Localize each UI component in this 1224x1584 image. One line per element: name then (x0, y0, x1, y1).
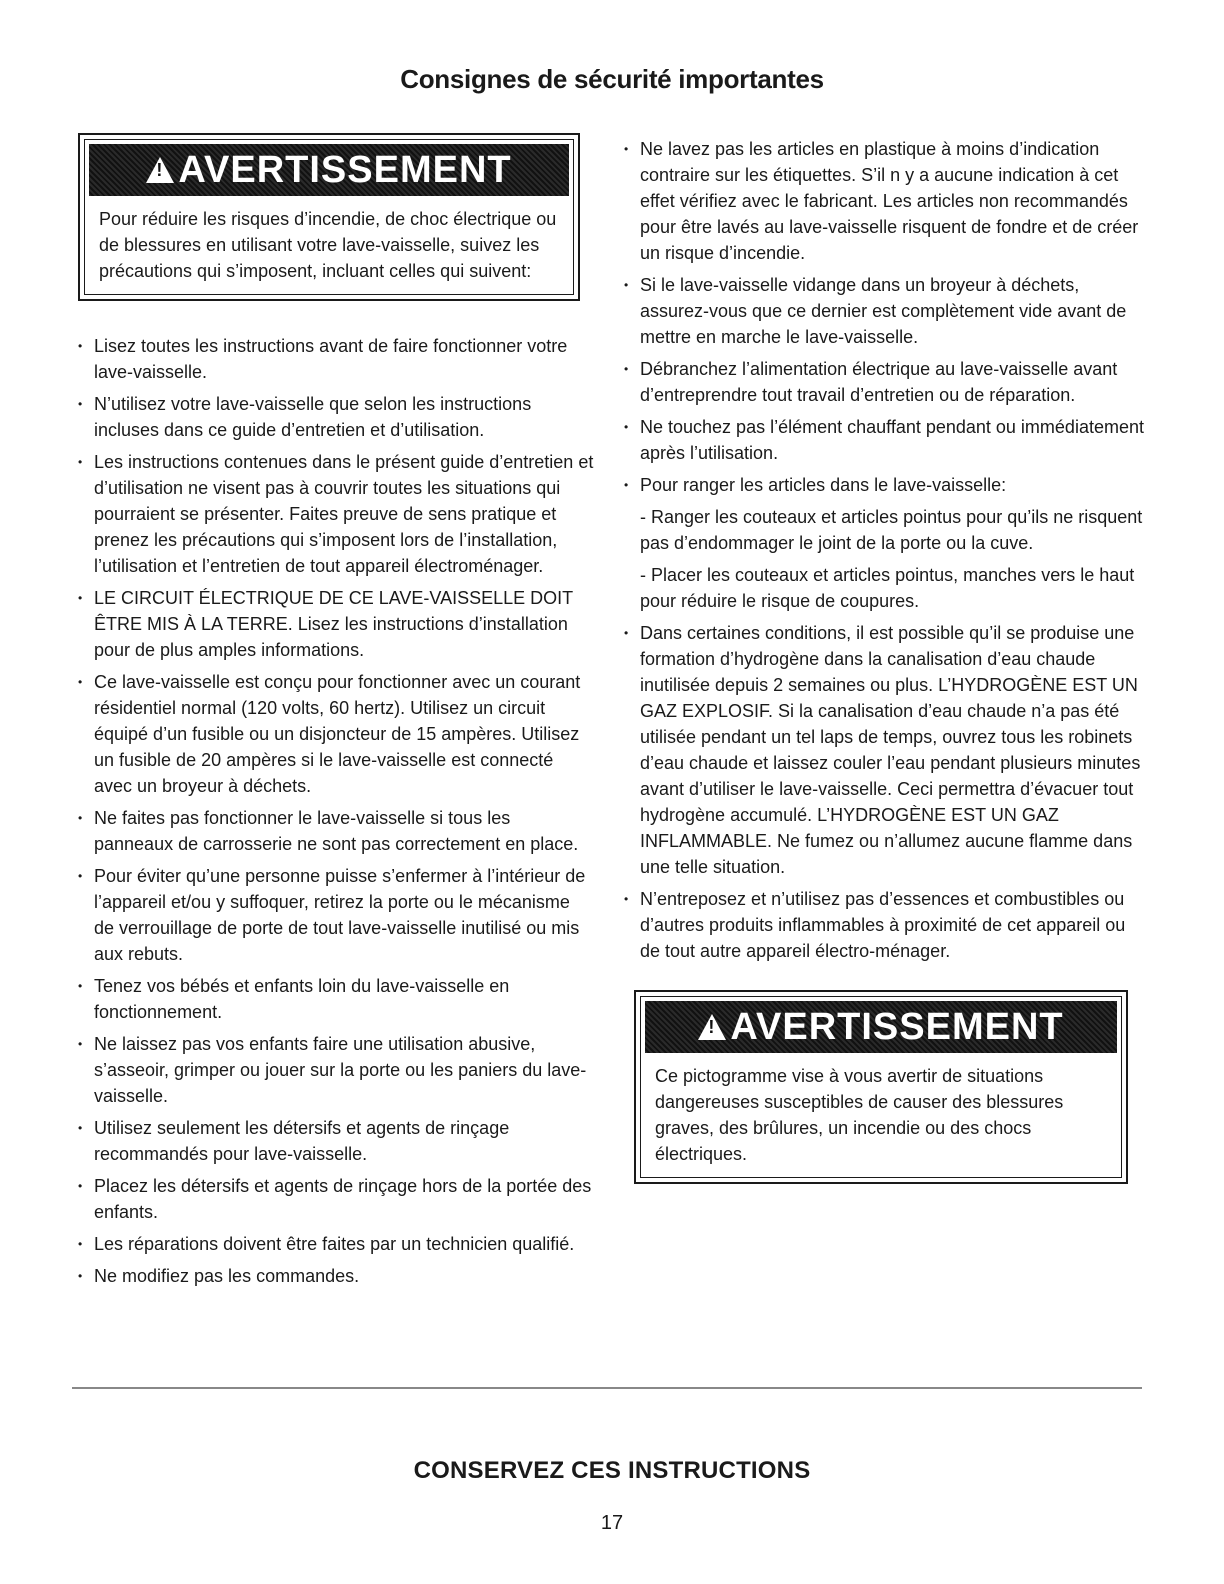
warning-text: Pour réduire les risques d’incendie, de choc électrique ou de blessures en utilisant votre lave-vaisselle, suivez les précautions qui s’imposent, incluant celles qui suivent: (99, 209, 557, 281)
warning-triangle-icon (146, 157, 174, 183)
warning-triangle-icon (698, 1014, 726, 1040)
list-item: • Ne touchez pas l’élément chauffant pendant ou immédiatement après l’utilisation. (624, 414, 1144, 466)
right-column (624, 136, 1144, 1184)
list-item: • Utilisez seulement les détersifs et agents de rinçage recommandés pour lave-vaisselle. (78, 1115, 594, 1167)
list-item: • Dans certaines conditions, il est possible qu’il se produise une formation d’hydrogène dans la canalisation d’eau chaude inutilisée depuis 2 semaines ou plus. L’HYDROGÈNE EST UN GAZ EXPLOSIF. Si la canalisation d’eau chaude n’a pas été utilisée pendant un tel laps de temps, ouvrez tous les robinets d’eau chaude et laissez couler l’eau pendant plusieurs minutes avant d’utiliser le lave-vaisselle. Ceci permettra d’évacuer tout hydrogène accumulé. L’HYDROGÈNE EST UN GAZ INFLAMMABLE. Ne fumez ou n’allumez aucune flamme dans une telle situation. (624, 620, 1144, 880)
list-item: • Tenez vos bébés et enfants loin du lave-vaisselle en fonctionnement. (78, 973, 594, 1025)
footer-title: CONSERVEZ CES INSTRUCTIONS (413, 1457, 811, 1484)
warning-label: AVERTISSEMENT (730, 1005, 1064, 1048)
list-item: • N’utilisez votre lave-vaisselle que selon les instructions incluses dans ce guide d’entretien et d’utilisation. (78, 391, 594, 443)
warning-banner (89, 144, 569, 196)
list-item: • Les instructions contenues dans le présent guide d’entretien et d’utilisation ne visent pas à couvrir toutes les situations qui pourraient se présenter. Faites preuve de sens pratique et prenez les précautions qui s’imposent lors de l’installation, l’utilisation et l’entretien de tout appareil électroménager. (78, 449, 594, 579)
warning-text: Ce pictogramme vise à vous avertir de situations dangereuses susceptibles de causer des blessures graves, des brûlures, un incendie ou des chocs électriques. (655, 1066, 1064, 1164)
left-bullet-list (78, 333, 594, 1289)
sub-item: - Placer les couteaux et articles pointus, manches vers le haut pour réduire le risque de coupures. (640, 565, 1135, 611)
list-item: • LE CIRCUIT ÉLECTRIQUE DE CE LAVE-VAISSELLE DOIT ÊTRE MIS À LA TERRE. Lisez les instructions d’installation pour de plus amples informations. (78, 585, 594, 663)
list-item: • Pour éviter qu’une personne puisse s’enfermer à l’intérieur de l’appareil et/ou y suffoquer, retirez la porte ou le mécanisme de verrouillage de porte de tout lave-vaisselle inutilisé ou mis aux rebuts. (78, 863, 594, 967)
list-item: • Ne laissez pas vos enfants faire une utilisation abusive, s’asseoir, grimper ou jouer sur la porte ou les paniers du lave-vaisselle. (78, 1031, 594, 1109)
right-bullet-list (624, 136, 1144, 498)
list-item: • Ne modifiez pas les commandes. (78, 1263, 594, 1289)
sub-item: - Ranger les couteaux et articles pointus pour qu’ils ne risquent pas d’endommager le joint de la porte ou la cuve. (640, 507, 1143, 553)
warning-box-2 (634, 990, 1128, 1184)
list-item: • Placez les détersifs et agents de rinçage hors de la portée des enfants. (78, 1173, 594, 1225)
warning-box-1 (78, 133, 580, 301)
list-item: • Si le lave-vaisselle vidange dans un broyeur à déchets, assurez-vous que ce dernier est complètement vide avant de mettre en marche le lave-vaisselle. (624, 272, 1144, 350)
list-item: • Pour ranger les articles dans le lave-vaisselle: (624, 472, 1144, 498)
divider (72, 1387, 1142, 1389)
list-item: • Ce lave-vaisselle est conçu pour fonctionner avec un courant résidentiel normal (120 volts, 60 hertz). Utilisez un circuit équipé d’un fusible ou un disjoncteur de 15 ampères. Utilisez un fusible de 20 ampères si le lave-vaisselle est connecté avec un broyeur à déchets. (78, 669, 594, 799)
page-title: Consignes de sécurité importantes (400, 64, 824, 94)
warning-banner (645, 1001, 1117, 1053)
list-item: • Ne lavez pas les articles en plastique à moins d’indication contraire sur les étiquettes. S’il n y a aucune indication à cet effet vérifiez avec le fabricant. Les articles non recommandés pour être lavés au lave-vaisselle risquent de fondre et de créer un risque d’incendie. (624, 136, 1144, 266)
list-item: • N’entreposez et n’utilisez pas d’essences et combustibles ou d’autres produits inflammables à proximité de cet appareil ou de tout autre appareil électro-ménager. (624, 886, 1144, 964)
page-number: 17 (600, 1512, 624, 1534)
left-column (78, 133, 594, 1295)
right-bullet-list-2 (624, 620, 1144, 964)
list-item: • Les réparations doivent être faites par un technicien qualifié. (78, 1231, 594, 1257)
list-item: • Ne faites pas fonctionner le lave-vaisselle si tous les panneaux de carrosserie ne sont pas correctement en place. (78, 805, 594, 857)
warning-label: AVERTISSEMENT (178, 148, 512, 191)
list-item: • Débranchez l’alimentation électrique au lave-vaisselle avant d’entreprendre tout travail d’entretien ou de réparation. (624, 356, 1144, 408)
list-item: • Lisez toutes les instructions avant de faire fonctionner votre lave-vaisselle. (78, 333, 594, 385)
